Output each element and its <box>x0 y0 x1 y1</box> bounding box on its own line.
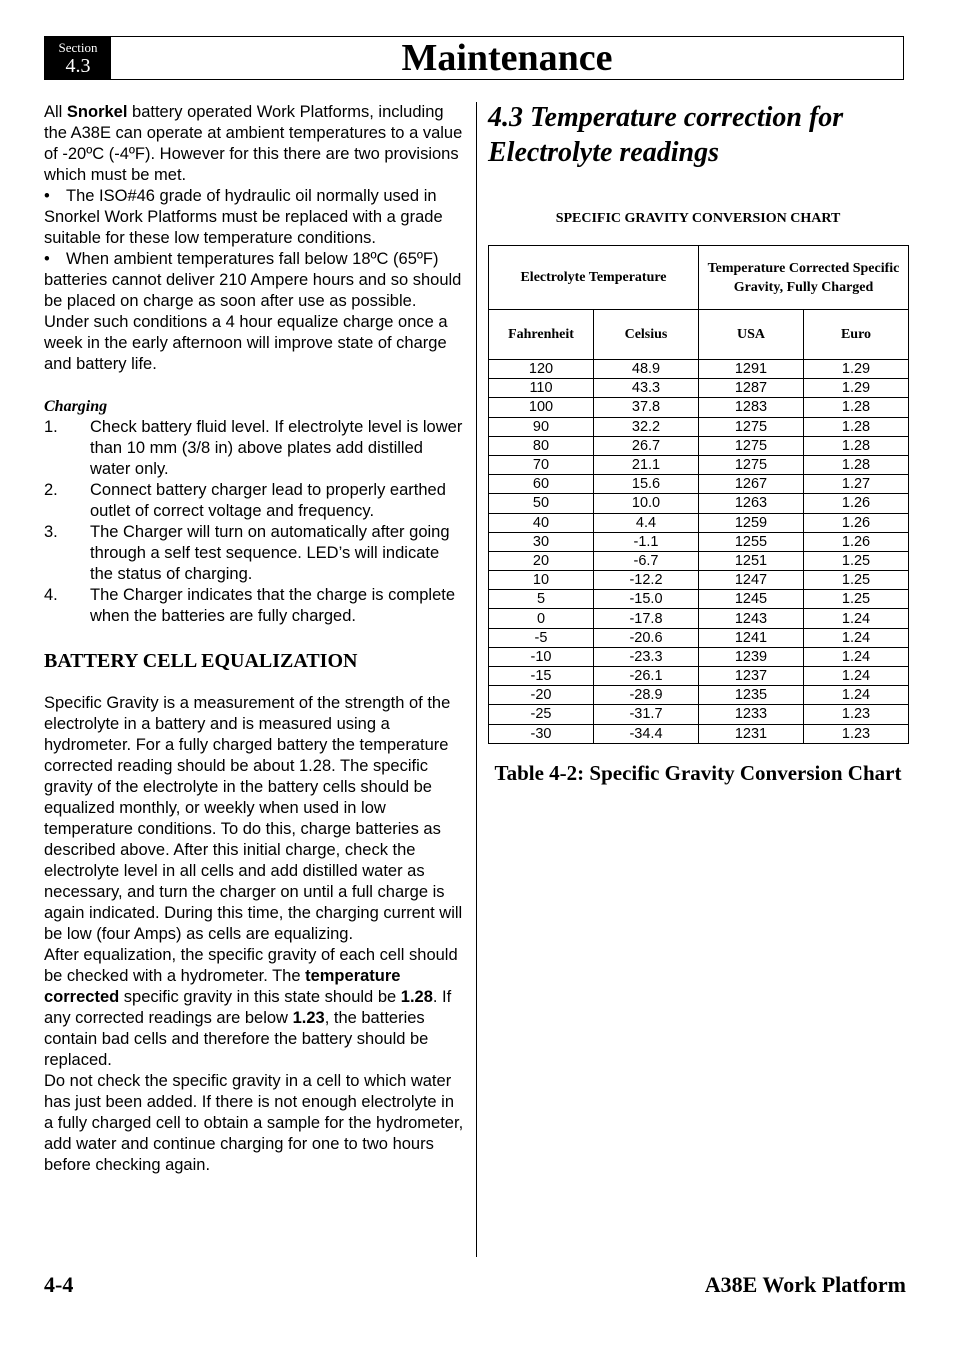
intro-paragraph <box>44 102 464 186</box>
cell-celsius: 48.9 <box>594 360 699 379</box>
cell-usa: 1237 <box>699 667 804 686</box>
bullet-item <box>44 249 464 375</box>
cell-celsius: 10.0 <box>594 494 699 513</box>
charging-step <box>44 417 464 480</box>
table-row <box>489 628 909 647</box>
table-row <box>489 398 909 417</box>
table-row <box>489 436 909 455</box>
text-run: . If any corrected readings are below <box>44 988 452 1027</box>
table-row <box>489 455 909 474</box>
table-row <box>489 724 909 743</box>
cell-usa: 1235 <box>699 686 804 705</box>
cell-celsius: -12.2 <box>594 571 699 590</box>
cell-fahrenheit: 60 <box>489 475 594 494</box>
cell-usa: 1231 <box>699 724 804 743</box>
cell-fahrenheit: 5 <box>489 590 594 609</box>
equalization-paragraph-2 <box>44 945 464 1071</box>
text-run: , the batteries contain bad cells and therefore the battery should be replaced. <box>44 1009 429 1069</box>
cell-celsius: -34.4 <box>594 724 699 743</box>
column-header-usa: USA <box>699 310 804 360</box>
section-badge <box>45 37 111 79</box>
section-heading: 4.3 Temperature correction for Electrolyte readings <box>488 102 844 168</box>
column-header-euro: Euro <box>804 310 909 360</box>
cell-celsius: 4.4 <box>594 513 699 532</box>
cell-euro: 1.29 <box>804 360 909 379</box>
cell-usa: 1275 <box>699 455 804 474</box>
cell-euro: 1.24 <box>804 628 909 647</box>
cell-celsius: 21.1 <box>594 455 699 474</box>
cell-fahrenheit: -15 <box>489 667 594 686</box>
cell-usa: 1245 <box>699 590 804 609</box>
cell-usa: 1251 <box>699 551 804 570</box>
column-header-fahrenheit: Fahrenheit <box>489 310 594 360</box>
cell-euro: 1.27 <box>804 475 909 494</box>
table-row <box>489 571 909 590</box>
cell-euro: 1.28 <box>804 398 909 417</box>
cell-usa: 1275 <box>699 417 804 436</box>
cell-fahrenheit: 70 <box>489 455 594 474</box>
cell-fahrenheit: 120 <box>489 360 594 379</box>
brand-name: Snorkel <box>66 103 128 121</box>
cell-celsius: -26.1 <box>594 667 699 686</box>
bullet-dot-icon: • <box>44 250 50 268</box>
step-number: 3. <box>44 523 58 541</box>
table-row <box>489 590 909 609</box>
page-header <box>44 36 904 80</box>
cell-celsius: -20.6 <box>594 628 699 647</box>
cell-usa: 1291 <box>699 360 804 379</box>
step-number: 1. <box>44 418 58 436</box>
cell-celsius: -28.9 <box>594 686 699 705</box>
cell-celsius: 43.3 <box>594 379 699 398</box>
intro-pre: All <box>44 103 67 121</box>
column-header-celsius: Celsius <box>594 310 699 360</box>
cell-euro: 1.25 <box>804 551 909 570</box>
equalization-heading: BATTERY CELL EQUALIZATION <box>44 650 358 672</box>
cell-celsius: -15.0 <box>594 590 699 609</box>
text-run-bold: 1.23 <box>292 1009 325 1027</box>
section-label: Section <box>58 40 98 55</box>
step-text: The Charger will turn on automatically after going through a self test sequence. LED’s will indicate the status of charging. <box>90 523 450 583</box>
cell-euro: 1.26 <box>804 532 909 551</box>
cell-fahrenheit: 80 <box>489 436 594 455</box>
table-row <box>489 379 909 398</box>
cell-euro: 1.24 <box>804 686 909 705</box>
cell-usa: 1259 <box>699 513 804 532</box>
column-divider <box>476 102 477 1257</box>
table-row <box>489 705 909 724</box>
cell-euro: 1.23 <box>804 724 909 743</box>
cell-usa: 1263 <box>699 494 804 513</box>
cell-euro: 1.24 <box>804 647 909 666</box>
cell-fahrenheit: 50 <box>489 494 594 513</box>
specific-gravity-table <box>488 245 909 744</box>
cell-celsius: 32.2 <box>594 417 699 436</box>
charging-step <box>44 480 464 522</box>
cell-celsius: -6.7 <box>594 551 699 570</box>
cell-usa: 1239 <box>699 647 804 666</box>
section-number: 4.3 <box>65 55 91 77</box>
cell-usa: 1283 <box>699 398 804 417</box>
cell-euro: 1.25 <box>804 571 909 590</box>
step-number: 2. <box>44 481 58 499</box>
cell-celsius: -23.3 <box>594 647 699 666</box>
cell-euro: 1.26 <box>804 513 909 532</box>
cell-fahrenheit: 100 <box>489 398 594 417</box>
text-run-bold: temperature corrected <box>44 967 401 1006</box>
cell-fahrenheit: 40 <box>489 513 594 532</box>
cell-fahrenheit: -30 <box>489 724 594 743</box>
cell-fahrenheit: 110 <box>489 379 594 398</box>
page-title: Maintenance <box>401 37 613 79</box>
cell-usa: 1287 <box>699 379 804 398</box>
cell-usa: 1241 <box>699 628 804 647</box>
cell-usa: 1275 <box>699 436 804 455</box>
cell-celsius: 26.7 <box>594 436 699 455</box>
product-name: A38E Work Platform <box>704 1272 906 1297</box>
cell-celsius: -17.8 <box>594 609 699 628</box>
cell-fahrenheit: 0 <box>489 609 594 628</box>
table-body <box>489 360 909 744</box>
cell-euro: 1.26 <box>804 494 909 513</box>
group-header-gravity: Temperature Corrected Specific Gravity, Fully Charged <box>699 246 909 310</box>
table-row <box>489 475 909 494</box>
cell-fahrenheit: 30 <box>489 532 594 551</box>
cell-celsius: -1.1 <box>594 532 699 551</box>
charging-step <box>44 522 464 585</box>
cell-usa: 1267 <box>699 475 804 494</box>
bullet-dot-icon: • <box>44 187 50 205</box>
bullet-item <box>44 186 464 249</box>
step-text: Connect battery charger lead to properly earthed outlet of correct voltage and frequency. <box>90 481 446 520</box>
text-run: After equalization, the specific gravity of each cell should be checked with a hydrometer. The <box>44 946 458 985</box>
table-row <box>489 532 909 551</box>
table-row <box>489 360 909 379</box>
table-row <box>489 609 909 628</box>
cell-fahrenheit: 10 <box>489 571 594 590</box>
intro-post: battery operated Work Platforms, including the A38E can operate at ambient temperatures to a value of -20ºC (-4ºF). However for this there are two provisions which must be met. <box>44 103 463 184</box>
step-number: 4. <box>44 586 58 604</box>
table-row <box>489 667 909 686</box>
cell-euro: 1.24 <box>804 609 909 628</box>
equalization-paragraph-3: Do not check the specific gravity in a cell to which water has just been added. If there is not enough electrolyte in a fully charged cell to obtain a sample for the hydrometer, add water and continue charging for one to two hours before checking again. <box>44 1072 464 1174</box>
cell-euro: 1.24 <box>804 667 909 686</box>
table-row <box>489 513 909 532</box>
cell-celsius: 37.8 <box>594 398 699 417</box>
cell-fahrenheit: 20 <box>489 551 594 570</box>
table-row <box>489 494 909 513</box>
table-row <box>489 417 909 436</box>
cell-fahrenheit: -25 <box>489 705 594 724</box>
cell-celsius: -31.7 <box>594 705 699 724</box>
bullet-text: The ISO#46 grade of hydraulic oil normally used in Snorkel Work Platforms must be replaced with a grade suitable for these low temperature conditions. <box>44 187 443 247</box>
table-caption: Table 4-2: Specific Gravity Conversion Chart <box>494 761 902 785</box>
charging-heading: Charging <box>44 398 108 415</box>
cell-euro: 1.25 <box>804 590 909 609</box>
step-text: Check battery fluid level. If electrolyte level is lower than 10 mm (3/8 in) above plates add distilled water only. <box>90 418 463 478</box>
cell-fahrenheit: -20 <box>489 686 594 705</box>
cell-fahrenheit: -10 <box>489 647 594 666</box>
cell-usa: 1233 <box>699 705 804 724</box>
cell-euro: 1.28 <box>804 455 909 474</box>
text-run-bold: 1.28 <box>400 988 433 1006</box>
bullet-text: When ambient temperatures fall below 18ºC (65ºF) batteries cannot deliver 210 Ampere hours and so should be placed on charge as soon after use as possible. Under such conditions a 4 hour equalize charge once a week in the early afternoon will improve state of charge and battery life. <box>44 250 462 373</box>
cell-usa: 1243 <box>699 609 804 628</box>
cell-usa: 1255 <box>699 532 804 551</box>
cell-celsius: 15.6 <box>594 475 699 494</box>
cell-usa: 1247 <box>699 571 804 590</box>
text-run: specific gravity in this state should be <box>119 988 401 1006</box>
equalization-paragraph-1: Specific Gravity is a measurement of the strength of the electrolyte in a battery and is measured using a hydrometer. For a fully charged battery the temperature corrected reading should be about 1.28. The specific gravity of the electrolyte in the battery cells should be equalized monthly, or weekly when used in low temperature conditions. To do this, charge batteries as described above. After this initial charge, check the electrolyte level in all cells and add distilled water as necessary, and turn the charger on until a full charge is again indicated. During this time, the charging current will be low (four Amps) as cells are equalizing. <box>44 694 463 943</box>
left-column <box>44 102 464 1176</box>
cell-euro: 1.23 <box>804 705 909 724</box>
cell-fahrenheit: -5 <box>489 628 594 647</box>
step-text: The Charger indicates that the charge is complete when the batteries are fully charged. <box>90 586 456 625</box>
cell-euro: 1.29 <box>804 379 909 398</box>
chart-title: SPECIFIC GRAVITY CONVERSION CHART <box>555 211 841 226</box>
cell-euro: 1.28 <box>804 417 909 436</box>
table-row <box>489 647 909 666</box>
page-number: 4-4 <box>44 1272 74 1297</box>
table-row <box>489 686 909 705</box>
charging-step <box>44 585 464 627</box>
table-row <box>489 551 909 570</box>
cell-euro: 1.28 <box>804 436 909 455</box>
group-header-temperature: Electrolyte Temperature <box>489 246 699 310</box>
cell-fahrenheit: 90 <box>489 417 594 436</box>
